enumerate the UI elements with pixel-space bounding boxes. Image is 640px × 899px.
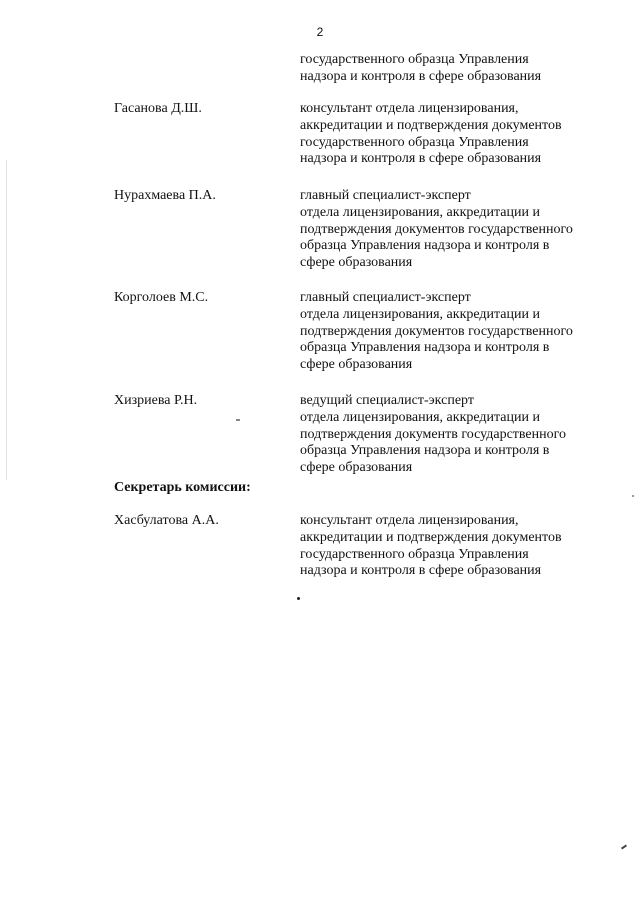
scan-edge-line bbox=[6, 160, 7, 480]
scan-mark bbox=[632, 495, 634, 497]
continuation-text bbox=[300, 52, 620, 86]
text-line: государственного образца Управления bbox=[300, 52, 529, 67]
scan-dot bbox=[297, 597, 300, 600]
secretary-position bbox=[300, 513, 620, 580]
text-line: подтверждения документов государственного bbox=[300, 221, 573, 237]
text-line: государственного образца Управления bbox=[300, 546, 529, 562]
text-line: главный специалист-эксперт bbox=[300, 290, 471, 305]
text-line: аккредитации и подтверждения документов bbox=[300, 117, 562, 133]
page-number: 2 bbox=[316, 25, 324, 39]
text-line: государственного образца Управления bbox=[300, 134, 529, 150]
member-name: Хизриева Р.Н. bbox=[114, 393, 198, 408]
text-line: надзора и контроля в сфере образования bbox=[300, 151, 542, 167]
text-line: главный специалист-эксперт bbox=[300, 188, 471, 203]
secretary-name: Хасбулатова А.А. bbox=[114, 513, 219, 528]
member-position bbox=[300, 101, 620, 168]
secretary-heading: Секретарь комиссии: bbox=[114, 480, 251, 495]
member-position bbox=[300, 290, 620, 374]
text-line: образца Управления надзора и контроля в bbox=[300, 238, 550, 254]
scan-mark bbox=[621, 844, 627, 849]
member-name: Нурахмаева П.А. bbox=[114, 188, 216, 203]
text-line: консультант отдела лицензирования, bbox=[300, 101, 519, 116]
text-line: отдела лицензирования, аккредитации и bbox=[300, 204, 540, 220]
text-line: отдела лицензирования, аккредитации и bbox=[300, 306, 540, 322]
text-line: аккредитации и подтверждения документов bbox=[300, 529, 562, 545]
text-line: отдела лицензирования, аккредитации и bbox=[300, 409, 540, 425]
member-name: Гасанова Д.Ш. bbox=[114, 101, 202, 116]
text-line: надзора и контроля в сфере образования bbox=[300, 563, 542, 579]
member-name: Корголоев М.С. bbox=[114, 290, 209, 305]
text-line: подтверждения документв государственного bbox=[300, 426, 567, 442]
text-line: надзора и контроля в сфере образования bbox=[300, 68, 542, 84]
text-line: сфере образования bbox=[300, 255, 413, 271]
member-position bbox=[300, 393, 620, 477]
text-line: сфере образования bbox=[300, 357, 413, 373]
member-position bbox=[300, 188, 620, 272]
text-line: подтверждения документов государственного bbox=[300, 323, 573, 339]
text-line: консультант отдела лицензирования, bbox=[300, 513, 519, 528]
text-line: сфере образования bbox=[300, 460, 413, 476]
scan-mark bbox=[236, 419, 240, 421]
text-line: образца Управления надзора и контроля в bbox=[300, 340, 550, 356]
text-line: ведущий специалист-эксперт bbox=[300, 393, 474, 408]
text-line: образца Управления надзора и контроля в bbox=[300, 443, 550, 459]
